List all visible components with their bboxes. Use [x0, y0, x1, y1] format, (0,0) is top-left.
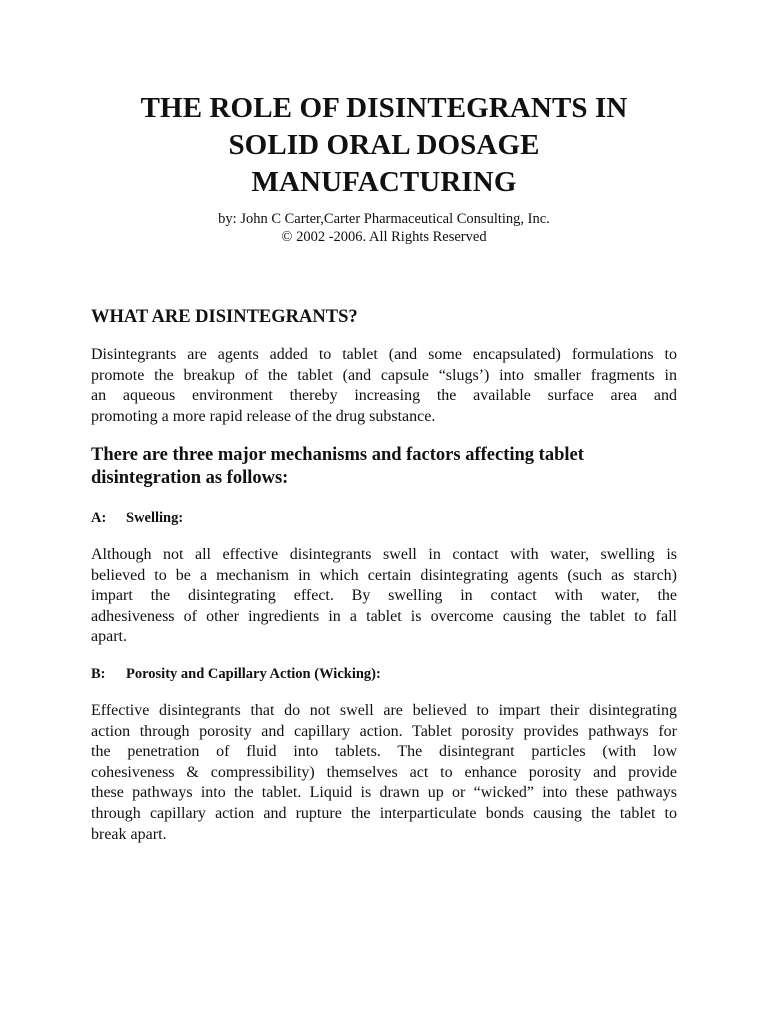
paragraph-line: an aqueous environment thereby increasing the available surface area and — [91, 387, 677, 405]
paragraph-line: Although not all effective disintegrants swell in contact with water, swelling is — [91, 546, 677, 563]
heading-line: disintegration as follows: — [91, 468, 289, 488]
subheading-title: Porosity and Capillary Action (Wicking): — [126, 666, 381, 682]
swelling-paragraph — [91, 545, 677, 648]
author-byline: by: John C Carter,Carter Pharmaceutical Consulting, Inc. — [218, 211, 550, 227]
paragraph-line: break apart. — [91, 825, 167, 843]
intro-paragraph — [91, 345, 677, 427]
heading-line: There are three major mechanisms and factors affecting tablet — [91, 445, 584, 465]
paragraph-line: impart the disintegrating effect. By swelling in contact with water, the — [91, 587, 677, 605]
paragraph-line: adhesiveness of other ingredients in a tablet is overcome causing the tablet to fall — [91, 607, 677, 625]
paragraph-line: Disintegrants are agents added to tablet (and some encapsulated) formulations to — [91, 346, 677, 363]
paragraph-line: action through porosity and capillary action. Tablet porosity provides pathways for — [91, 722, 677, 740]
document-title — [90, 90, 678, 201]
subheading-letter: A: — [91, 510, 107, 526]
copyright-notice: © 2002 -2006. All Rights Reserved — [281, 229, 487, 245]
paragraph-line: promoting a more rapid release of the drug substance. — [91, 407, 436, 425]
paragraph-line: cohesiveness & compressibility) themselves act to enhance porosity and provide — [91, 763, 677, 781]
mechanisms-heading — [91, 444, 584, 490]
title-line: MANUFACTURING — [251, 166, 517, 198]
subheading-porosity — [91, 665, 381, 683]
subheading-swelling — [91, 509, 183, 527]
subheading-title: Swelling: — [126, 510, 184, 526]
section-heading: WHAT ARE DISINTEGRANTS? — [91, 307, 358, 327]
paragraph-line: believed to be a mechanism in which certain disintegrating agents (such as starch) — [91, 566, 677, 584]
subheading-letter: B: — [91, 666, 106, 682]
paragraph-line: through capillary action and rupture the interparticulate bonds causing the tablet to — [91, 804, 677, 822]
paragraph-line: the penetration of fluid into tablets. The disintegrant particles (with low — [91, 743, 677, 761]
paragraph-line: promote the breakup of the tablet (and capsule “slugs’) into smaller fragments in — [91, 366, 677, 384]
paragraph-line: these pathways into the tablet. Liquid is drawn up or “wicked” into these pathways — [91, 784, 677, 802]
title-line: THE ROLE OF DISINTEGRANTS IN — [140, 92, 628, 124]
porosity-paragraph — [91, 701, 677, 845]
title-line: SOLID ORAL DOSAGE — [228, 129, 540, 161]
author-block — [90, 210, 678, 246]
paragraph-line: Effective disintegrants that do not swell are believed to impart their disintegrating — [91, 702, 677, 719]
paragraph-line: apart. — [91, 628, 127, 646]
